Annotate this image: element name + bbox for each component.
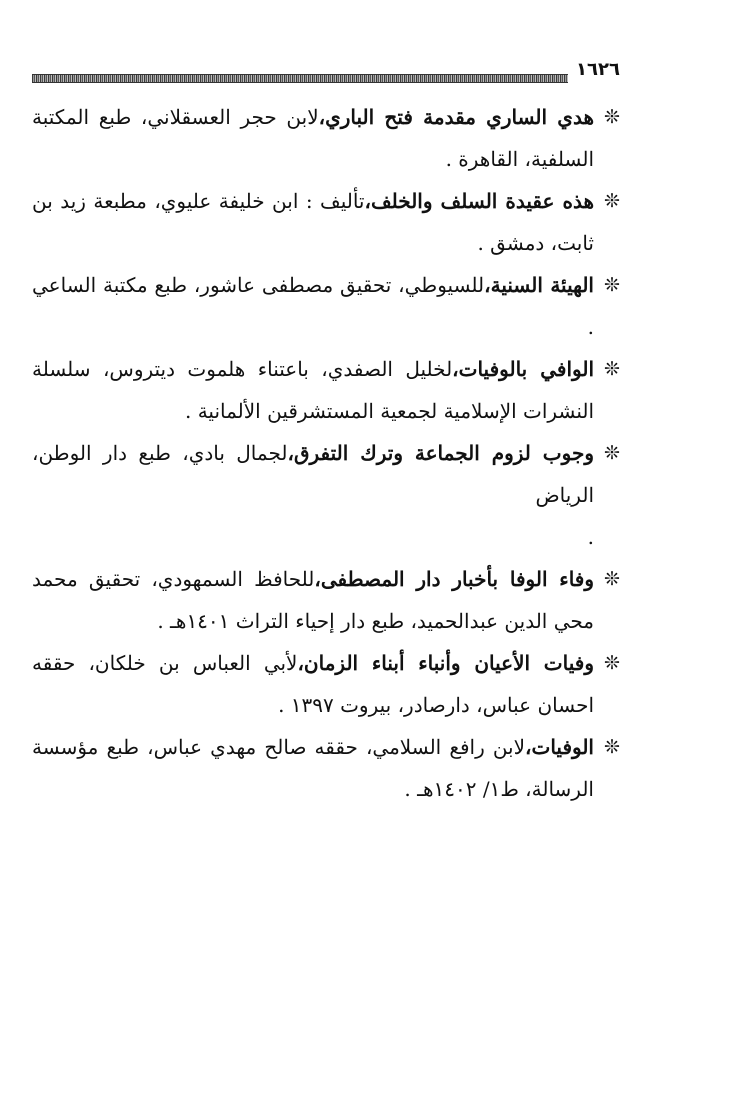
page-number: ١٦٢٦ [576, 59, 620, 80]
entry-details: لأبي العباس بن خلكان، حققه احسان عباس، دارصادر، بيروت ١٣٩٧ . [32, 651, 594, 717]
entry-title: وجوب لزوم الجماعة وترك التفرق، [287, 441, 594, 465]
header-rule [32, 74, 568, 83]
bibliography-entry [32, 264, 620, 348]
entry-details: لابن رافع السلامي، حققه صالح مهدي عباس، طبع مؤسسة الرسالة، ط١/ ١٤٠٢هـ . [32, 735, 594, 801]
entry-title: الوافي بالوفيات، [452, 357, 594, 381]
entry-details: لجمال بادي، طبع دار الوطن، الرياض [32, 441, 594, 507]
bullet-star-icon: ❊ [604, 442, 620, 464]
bibliography-entry [32, 432, 620, 516]
bibliography-entry [32, 180, 620, 264]
entry-details: لابن حجر العسقلاني، طبع المكتبة السلفية، القاهرة . [32, 105, 594, 171]
bibliography-entry [32, 348, 620, 432]
bibliography-entry [32, 96, 620, 180]
entry-title: الوفيات، [525, 735, 594, 759]
bibliography-entry [32, 558, 620, 642]
entry-title: هدي الساري مقدمة فتح الباري، [318, 105, 595, 129]
bullet-star-icon: ❊ [604, 274, 620, 296]
entry-details: للسيوطي، تحقيق مصطفى عاشور، طبع مكتبة الساعي . [32, 273, 594, 339]
bullet-star-icon: ❊ [604, 568, 620, 590]
bibliography-list [32, 96, 620, 810]
bullet-star-icon: ❊ [604, 736, 620, 758]
bibliography-entry [32, 726, 620, 810]
entry-details: لخليل الصفدي، باعتناء هلموت ديتروس، سلسلة النشرات الإسلامية لجمعية المستشرقين الألمانية . [32, 357, 594, 423]
bullet-star-icon: ❊ [604, 106, 620, 128]
entry-title: هذه عقيدة السلف والخلف، [364, 189, 594, 213]
page-header [32, 58, 620, 88]
entry-title: الهيئة السنية، [484, 273, 594, 297]
bullet-star-icon: ❊ [604, 358, 620, 380]
entry-details: للحافظ السمهودي، تحقيق محمد محي الدين عبدالحميد، طبع دار إحياء التراث ١٤٠١هـ . [32, 567, 594, 633]
bibliography-page [32, 58, 620, 1058]
bullet-star-icon: ❊ [604, 652, 620, 674]
entry-trailing-dot: . [587, 525, 594, 549]
entry-title: وفيات الأعيان وأنباء أبناء الزمان، [297, 651, 594, 675]
bibliography-entry [32, 642, 620, 726]
entry-details: تأليف : ابن خليفة عليوي، مطبعة زيد بن ثابت، دمشق . [32, 189, 594, 255]
bullet-star-icon: ❊ [604, 190, 620, 212]
entry-title: وفاء الوفا بأخبار دار المصطفى، [314, 567, 595, 591]
